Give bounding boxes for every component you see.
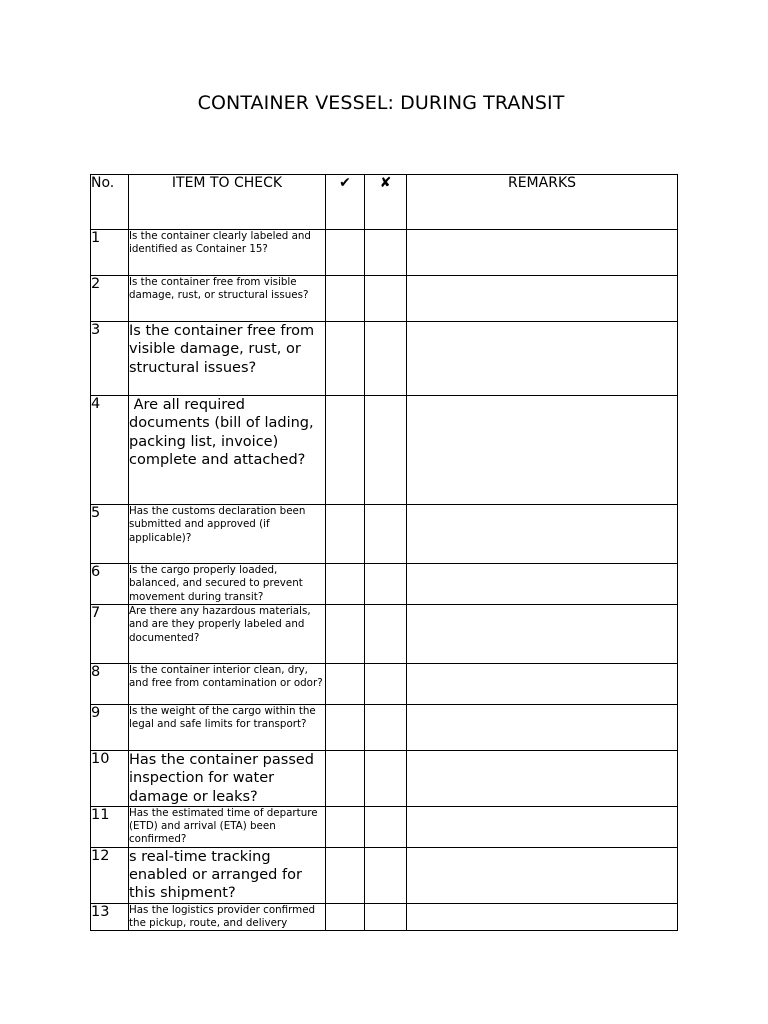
page-title: CONTAINER VESSEL: DURING TRANSIT <box>197 92 565 114</box>
row-cross-cell[interactable] <box>365 605 407 664</box>
row-check-cell[interactable] <box>326 605 365 664</box>
row-item-text: s real-time tracking enabled or arranged for this shipment? <box>129 848 302 902</box>
row-cross-cell[interactable] <box>365 664 407 705</box>
header-cross-mark: ✘ <box>365 175 407 230</box>
row-check-cell[interactable] <box>326 664 365 705</box>
row-number: 9 <box>91 705 129 751</box>
row-item-text: Is the container free from visible damage, rust, or structural issues? <box>129 276 309 302</box>
row-check-cell[interactable] <box>326 276 365 322</box>
table-row <box>91 806 678 847</box>
row-remarks-cell[interactable] <box>407 396 678 505</box>
checklist-table <box>90 174 678 931</box>
row-check-cell[interactable] <box>326 505 365 564</box>
row-item-text: Has the customs declaration been submitted and approved (if applicable)? <box>129 505 306 544</box>
table-row <box>91 664 678 705</box>
row-cross-cell[interactable] <box>365 564 407 605</box>
table-row <box>91 396 678 505</box>
row-check-cell[interactable] <box>326 564 365 605</box>
header-row <box>91 175 678 230</box>
row-number: 1 <box>91 230 129 276</box>
row-remarks-cell[interactable] <box>407 564 678 605</box>
row-number: 7 <box>91 605 129 664</box>
header-item-to-check: ITEM TO CHECK <box>129 175 326 230</box>
row-item-text: Is the container free from visible damage, rust, or structural issues? <box>129 323 315 376</box>
row-check-cell[interactable] <box>326 705 365 751</box>
row-remarks-cell[interactable] <box>407 847 678 903</box>
header-check-mark: ✔ <box>326 175 365 230</box>
row-item-cell <box>129 276 326 322</box>
row-check-cell[interactable] <box>326 806 365 847</box>
row-item-text: Are all required documents (bill of lading, packing list, invoice) complete and attached? <box>129 397 319 468</box>
row-number: 6 <box>91 564 129 605</box>
row-item-text: Has the estimated time of departure (ETD) and arrival (ETA) been confirmed? <box>129 806 318 846</box>
table-row <box>91 564 678 605</box>
row-check-cell[interactable] <box>326 230 365 276</box>
row-cross-cell[interactable] <box>365 847 407 903</box>
row-check-cell[interactable] <box>326 322 365 396</box>
row-item-text: Is the container interior clean, dry, and free from contamination or odor? <box>129 664 323 690</box>
row-item-cell <box>129 230 326 276</box>
row-number: 12 <box>91 847 129 903</box>
row-remarks-cell[interactable] <box>407 903 678 931</box>
row-remarks-cell[interactable] <box>407 806 678 847</box>
row-cross-cell[interactable] <box>365 751 407 807</box>
row-number: 8 <box>91 664 129 705</box>
row-item-cell <box>129 605 326 664</box>
row-number: 3 <box>91 322 129 396</box>
table-row <box>91 276 678 322</box>
row-item-cell <box>129 751 326 807</box>
row-check-cell[interactable] <box>326 396 365 505</box>
table-row <box>91 505 678 564</box>
table-row <box>91 705 678 751</box>
row-number: 11 <box>91 806 129 847</box>
row-item-cell <box>129 847 326 903</box>
header-no: No. <box>91 175 129 230</box>
header-remarks: REMARKS <box>407 175 678 230</box>
row-check-cell[interactable] <box>326 903 365 931</box>
table-row <box>91 751 678 807</box>
row-number: 2 <box>91 276 129 322</box>
table-row <box>91 230 678 276</box>
row-number: 4 <box>91 396 129 505</box>
row-item-cell <box>129 322 326 396</box>
row-item-text: Has the logistics provider confirmed the pickup, route, and delivery <box>129 903 316 930</box>
row-remarks-cell[interactable] <box>407 505 678 564</box>
row-item-cell <box>129 564 326 605</box>
row-remarks-cell[interactable] <box>407 230 678 276</box>
row-cross-cell[interactable] <box>365 276 407 322</box>
row-item-text: Is the weight of the cargo within the legal and safe limits for transport? <box>129 705 316 731</box>
row-cross-cell[interactable] <box>365 505 407 564</box>
row-cross-cell[interactable] <box>365 806 407 847</box>
row-item-cell <box>129 505 326 564</box>
row-number: 13 <box>91 903 129 931</box>
row-cross-cell[interactable] <box>365 903 407 931</box>
row-check-cell[interactable] <box>326 751 365 807</box>
table-row <box>91 847 678 903</box>
row-remarks-cell[interactable] <box>407 605 678 664</box>
row-item-cell <box>129 903 326 931</box>
row-item-text: Has the container passed inspection for water damage or leaks? <box>129 752 314 805</box>
row-remarks-cell[interactable] <box>407 322 678 396</box>
row-remarks-cell[interactable] <box>407 751 678 807</box>
row-remarks-cell[interactable] <box>407 705 678 751</box>
row-cross-cell[interactable] <box>365 230 407 276</box>
row-item-cell <box>129 806 326 847</box>
row-cross-cell[interactable] <box>365 322 407 396</box>
row-number: 10 <box>91 751 129 807</box>
table-row <box>91 322 678 396</box>
row-item-cell <box>129 396 326 505</box>
row-remarks-cell[interactable] <box>407 664 678 705</box>
row-number: 5 <box>91 505 129 564</box>
table-row <box>91 903 678 931</box>
row-remarks-cell[interactable] <box>407 276 678 322</box>
row-cross-cell[interactable] <box>365 705 407 751</box>
row-cross-cell[interactable] <box>365 396 407 505</box>
row-item-cell <box>129 664 326 705</box>
row-item-text: Is the container clearly labeled and identified as Container 15? <box>129 230 311 256</box>
row-check-cell[interactable] <box>326 847 365 903</box>
row-item-text: Is the cargo properly loaded, balanced, and secured to prevent movement during transit? <box>129 564 303 603</box>
row-item-cell <box>129 705 326 751</box>
row-item-text: Are there any hazardous materials, and are they properly labeled and documented? <box>129 605 311 644</box>
table-row <box>91 605 678 664</box>
